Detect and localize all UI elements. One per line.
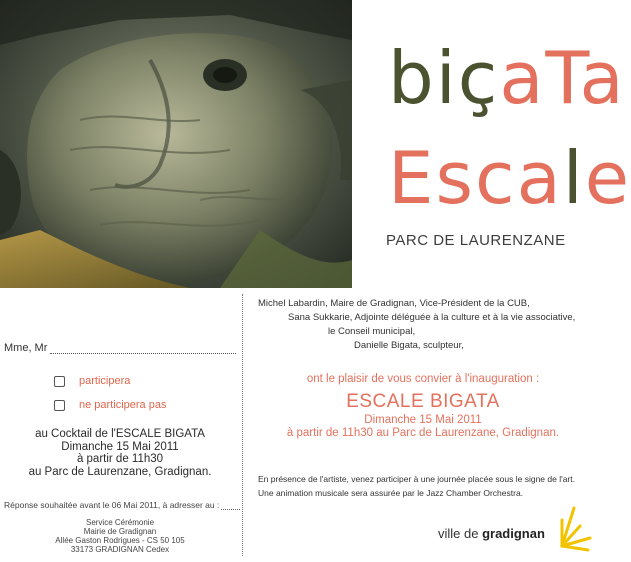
cocktail-line: au Parc de Laurenzane, Gradignan. [28,465,212,478]
brand-bigata-part3: aTa [499,36,626,120]
name-field[interactable] [4,342,236,354]
host-line: Michel Labardin, Maire de Gradignan, Vice-Président de la CUB, [258,298,530,309]
checkbox-icon[interactable] [54,376,65,387]
address-line: Mairie de Gradignan [83,527,157,536]
ville-de-gradignan-logo [438,526,545,541]
presence-text [258,472,575,500]
brand-subtitle: PARC DE LAURENZANE [386,232,566,249]
brand-escale-part3: e [584,136,631,220]
invite-intro: ont le plaisir de vous convier à l'inauguration : [306,373,540,385]
address-line: 33173 GRADIGNAN Cedex [70,545,170,554]
cocktail-details [0,428,240,478]
dotted-divider [242,294,243,556]
sculpture-photo [0,0,352,288]
host-line: Danielle Bigata, sculpteur, [354,340,464,351]
invite-time-place: à partir de 11h30 au Parc de Laurenzane, Gradignan. [286,427,560,439]
response-note-text: Réponse souhaitée avant le 06 Mai 2011, à adresser au : [4,500,220,510]
reply-address [0,518,240,554]
checkbox-icon[interactable] [54,400,65,411]
sun-rays-icon [558,502,594,552]
host-line: le Conseil municipal, [328,326,416,337]
address-line: Allée Gaston Rodrigues - CS 50 105 [55,536,185,545]
response-dots [221,502,240,510]
presence-line: Une animation musicale sera assurée par le Jazz Chamber Orchestra. [258,488,524,498]
brand-escale-part1: Esca [388,136,563,220]
brand-escale [388,138,631,218]
checkbox-participera[interactable] [54,375,130,387]
hosts-list [258,297,575,353]
invite-title: ESCALE BIGATA [346,391,500,412]
brand-bigata-part2: ç [457,36,500,120]
brand-escale-part2: l [562,136,585,220]
brand-bigata [388,38,626,118]
checkbox-ne-participera-label: ne participera pas [79,399,167,411]
checkbox-participera-label: participera [79,375,131,387]
name-line[interactable] [50,344,236,354]
checkbox-ne-participera-pas[interactable] [54,399,166,411]
address-line: Service Cérémonie [85,518,155,527]
presence-line: En présence de l'artiste, venez participer à une journée placée sous le signe de l'art. [258,474,575,484]
cocktail-line: au Cocktail de l'ESCALE BIGATA [35,428,205,440]
cocktail-line: Dimanche 15 Mai 2011 [61,440,179,453]
brand-block [352,0,631,288]
invitation-block [246,373,600,439]
name-label: Mme, Mr [4,342,48,354]
host-line: Sana Sukkarie, Adjointe déléguée à la culture et à la vie associative, [288,312,576,323]
cocktail-line: à partir de 11h30 [76,453,164,465]
sculpture-image [0,0,352,288]
brand-bigata-part1: bi [388,36,458,120]
ville-name: gradignan [482,526,545,541]
invite-date: Dimanche 15 Mai 2011 [364,414,482,426]
ville-prefix: ville de [438,526,483,541]
response-note [4,500,240,510]
